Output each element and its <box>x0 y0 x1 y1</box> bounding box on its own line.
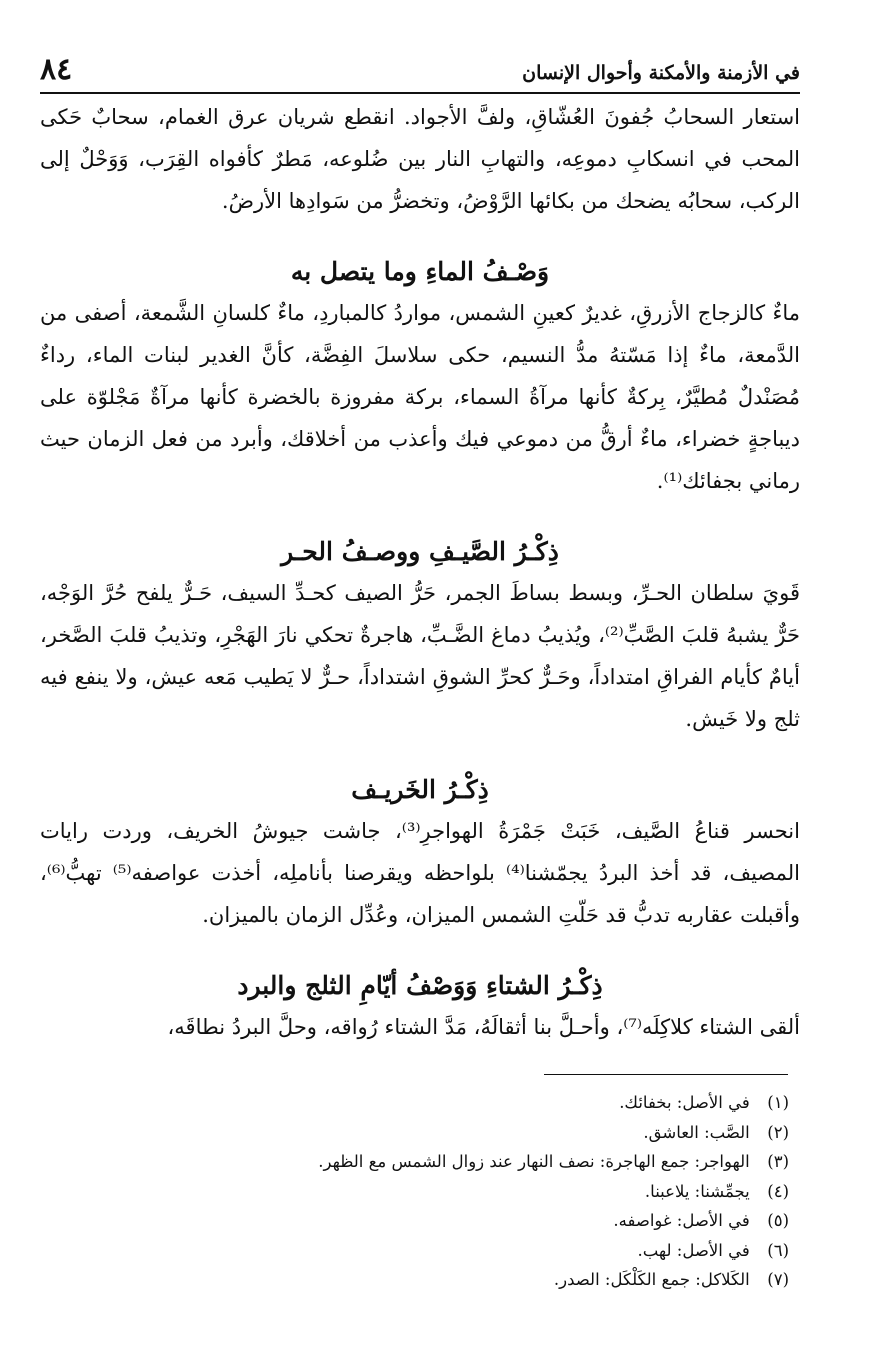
footnote-item <box>229 1206 789 1236</box>
page-number: ٨٤ <box>40 52 73 87</box>
heading-autumn: ذِكْـرُ الخَريـف <box>351 775 489 804</box>
footnote-item <box>229 1147 789 1177</box>
footnote-number: (١) <box>767 1093 789 1112</box>
footnote-item <box>229 1118 789 1148</box>
heading-summer: ذِكْـرُ الصَّيـفِ ووصـفُ الحـر <box>281 537 559 566</box>
footnote-rule <box>544 1074 788 1075</box>
page-header <box>40 48 800 88</box>
footnotes-list <box>229 1088 789 1295</box>
paragraph-summer: قَويَ سلطان الحـرِّ، وبسط بساطَ الجمر، حَرُّ الصيف كحـدِّ السيف، حَـرٌّ يلفح حُرَّ الوَجْه، حَرٌّ يشبهُ قلبَ الصَّبِّ⁽²⁾، ويُذيبُ دماغ الضَّـبِّ، هاجرةٌ تحكي نارَ الهَجْرِ، وتذيبُ قلبَ الصَّخر، أيامٌ كأيام الفراقِ امتداداً، وحَـرٌّ كحرِّ الشوقِ اشتداداً، حـرٌّ لا يَطيب مَعه عيش، ولا ينفع فيه ثلج ولا خَيش. <box>40 581 800 731</box>
footnote-number: (٤) <box>767 1181 789 1201</box>
paragraph-clouds: استعار السحابُ جُفونَ العُشّاقِ، ولفَّ الأجواد. انقطع شريان عرق الغمام، سحابٌ حَكى المحب في انسكابِ دموعِه، والتهابِ النار بين ضُلوعه، مَطرٌ كأفواه القِرَب، وَوَحْلٌ إلى الركب، سحابُه يضحك من بكائها الرَّوْضُ، وتخضرُّ من سَوادِها الأرضُ. <box>40 105 800 213</box>
footnote-item <box>229 1177 789 1207</box>
header-rule <box>40 92 800 94</box>
footnote-text: الهواجر: جمع الهاجرة: نصف النهار عند زوال الشمس مع الظهر. <box>318 1152 750 1171</box>
footnote-text: يجمِّشنا: يلاعبنا. <box>644 1181 750 1201</box>
footnote-text: في الأصل: لهب. <box>637 1240 750 1260</box>
footnote-number: (٧) <box>767 1270 789 1289</box>
footnote-text: الصَّب: العاشق. <box>643 1122 750 1142</box>
paragraph-winter: ألقى الشتاء كلاكِلَه⁽⁷⁾، وأحـلَّ بنا أثقالَهُ، مَدَّ الشتاء رُواقه، وحلَّ البردُ نطاقَه، <box>167 1015 800 1039</box>
footnote-text: في الأصل: بخفائك. <box>619 1093 750 1112</box>
footnote-number: (٦) <box>767 1240 789 1260</box>
footnote-item <box>229 1265 789 1295</box>
footnote-item <box>229 1236 789 1266</box>
heading-water: وَصْـفُ الماءِ وما يتصل به <box>290 257 550 286</box>
footnote-text: الكَلاكل: جمع الكَلْكَل: الصدر. <box>553 1270 750 1289</box>
paragraph-water: ماءٌ كالزجاج الأزرقِ، غديرٌ كعينِ الشمس، مواردُ كالمباردِ، ماءٌ كلسانِ الشَّمعة، أصفى من الدَّمعة، ماءٌ إذا مَسّتهُ مدُّ النسيم، حكى سلاسلَ الفِضَّة، كأنَّ الغدير لبنات الماء، رداءٌ مُصَنْدلٌ مُطيَّرٌ، بِركةٌ كأنها مرآةُ السماء، بركة مفروزة بالخضرة كأنها مرآةٌ مَجْلوّة على ديباجةٍ خضراء، ماءٌ أرقُّ من دموعي فيك وأعذب من أخلاقك، وأبرد من فعل الزمان حيث رماني بجفائك⁽¹⁾. <box>40 301 800 493</box>
footnote-text: في الأصل: غواصفه. <box>613 1211 750 1230</box>
heading-winter: ذِكْـرُ الشتاءِ وَوَصْفُ أيّامِ الثلج والبرد <box>237 971 603 1000</box>
footnote-number: (٥) <box>767 1211 789 1230</box>
footnote-number: (٣) <box>767 1152 789 1171</box>
paragraph-autumn: انحسر قناعُ الصَّيف، خَبَتْ جَمْرَةُ الهواجرِ⁽³⁾، جاشت جيوشُ الخريف، وردت رايات المصيف، قد أخذ البردُ يجمّشنا⁽⁴⁾ بلواحظه ويقرصنا بأناملِه، أخذت عواصفه⁽⁵⁾ تهبُّ⁽⁶⁾، وأقبلت عقاربه تدبُّ قد حَلّتِ الشمس الميزان، وعُدِّل الزمان بالميزان. <box>40 819 800 927</box>
footnote-item <box>229 1088 789 1118</box>
running-head: في الأزمنة والأمكنة وأحوال الإنسان <box>522 62 800 84</box>
footnote-number: (٢) <box>767 1122 789 1142</box>
page-body <box>40 96 800 1056</box>
